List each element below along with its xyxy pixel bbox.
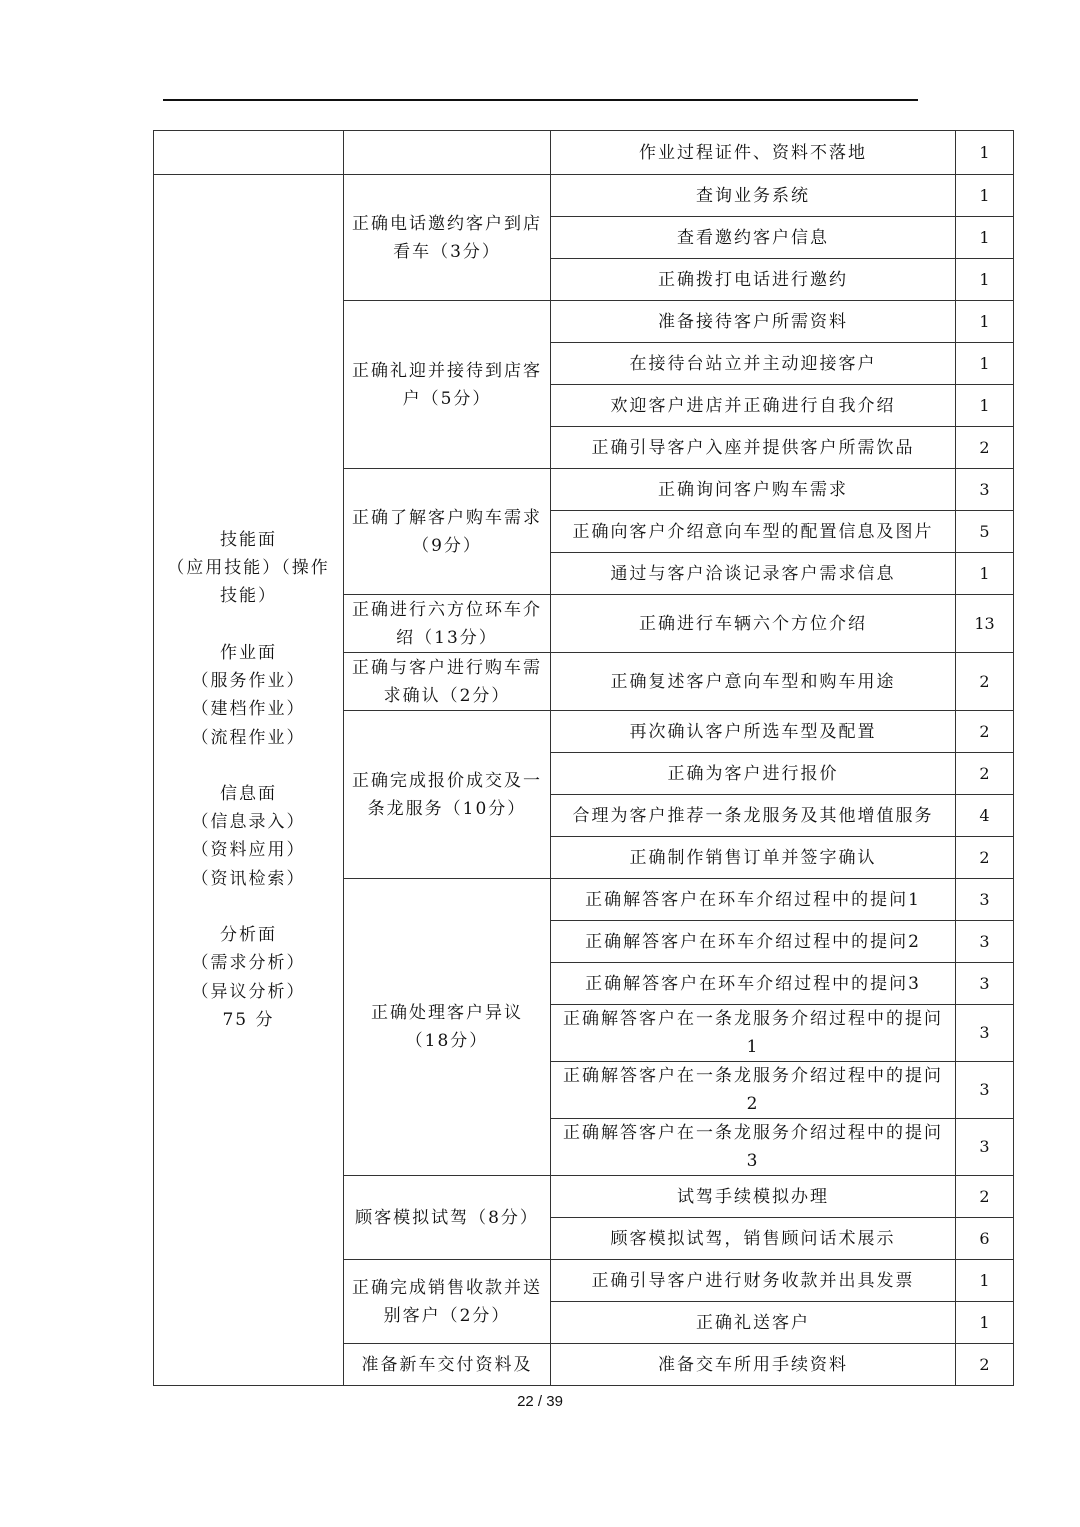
sub-item-cell: 正确处理客户异议（18分） [344, 879, 551, 1176]
category-line: 技能面 [220, 529, 277, 550]
score-cell: 3 [956, 963, 1014, 1005]
category-spacer [162, 893, 335, 921]
page-number: 22 / 39 [517, 1393, 563, 1410]
sub-item-cell [344, 131, 551, 175]
score-cell: 1 [956, 553, 1014, 595]
category-line: （资讯检索） [191, 868, 306, 889]
header-rule [163, 99, 918, 101]
category-line: （信息录入） [191, 812, 306, 833]
item-cell: 正确制作销售订单并签字确认 [551, 837, 956, 879]
item-cell: 查询业务系统 [551, 175, 956, 217]
category-spacer [162, 752, 335, 780]
item-cell: 顾客模拟试驾，销售顾问话术展示 [551, 1218, 956, 1260]
score-cell: 1 [956, 175, 1014, 217]
score-cell: 1 [956, 259, 1014, 301]
sub-item-cell: 正确完成销售收款并送别客户（2分） [344, 1260, 551, 1344]
score-cell: 1 [956, 343, 1014, 385]
item-cell: 准备接待客户所需资料 [551, 301, 956, 343]
score-cell: 1 [956, 1260, 1014, 1302]
score-cell: 1 [956, 1302, 1014, 1344]
item-cell: 欢迎客户进店并正确进行自我介绍 [551, 385, 956, 427]
item-cell: 通过与客户洽谈记录客户需求信息 [551, 553, 956, 595]
category-line: （资料应用） [191, 840, 306, 861]
item-cell: 在接待台站立并主动迎接客户 [551, 343, 956, 385]
item-cell: 合理为客户推荐一条龙服务及其他增值服务 [551, 795, 956, 837]
score-cell: 2 [956, 653, 1014, 711]
category-line: 信息面 [220, 783, 277, 804]
score-cell: 6 [956, 1218, 1014, 1260]
score-cell: 1 [956, 131, 1014, 175]
score-cell: 3 [956, 1062, 1014, 1119]
category-cell [154, 175, 344, 1386]
item-cell: 正确解答客户在环车介绍过程中的提问1 [551, 879, 956, 921]
score-cell: 1 [956, 385, 1014, 427]
score-cell: 2 [956, 427, 1014, 469]
category-line: （需求分析） [191, 953, 306, 974]
score-cell: 5 [956, 511, 1014, 553]
score-cell: 3 [956, 1119, 1014, 1176]
score-cell: 2 [956, 837, 1014, 879]
item-cell: 正确解答客户在一条龙服务介绍过程中的提问2 [551, 1062, 956, 1119]
score-cell: 3 [956, 879, 1014, 921]
score-cell: 3 [956, 1005, 1014, 1062]
item-cell: 再次确认客户所选车型及配置 [551, 711, 956, 753]
item-cell: 作业过程证件、资料不落地 [551, 131, 956, 175]
score-cell: 2 [956, 711, 1014, 753]
item-cell: 正确引导客户入座并提供客户所需饮品 [551, 427, 956, 469]
category-line: （建档作业） [191, 699, 306, 720]
table-row [154, 131, 1014, 175]
score-cell: 3 [956, 921, 1014, 963]
category-line: 技能） [220, 586, 277, 607]
score-cell: 2 [956, 1344, 1014, 1386]
item-cell: 正确进行车辆六个方位介绍 [551, 595, 956, 653]
score-cell: 2 [956, 753, 1014, 795]
item-cell: 正确复述客户意向车型和购车用途 [551, 653, 956, 711]
score-cell: 13 [956, 595, 1014, 653]
sub-item-cell: 正确礼迎并接待到店客户（5分） [344, 301, 551, 469]
sub-item-cell: 正确了解客户购车需求（9分） [344, 469, 551, 595]
sub-item-cell: 正确与客户进行购车需求确认（2分） [344, 653, 551, 711]
item-cell: 查看邀约客户信息 [551, 217, 956, 259]
category-line: （异议分析） [191, 981, 306, 1002]
item-cell: 正确拨打电话进行邀约 [551, 259, 956, 301]
sub-item-cell: 正确完成报价成交及一条龙服务（10分） [344, 711, 551, 879]
category-cell-blank [154, 131, 344, 175]
sub-item-cell: 顾客模拟试驾（8分） [344, 1176, 551, 1260]
item-cell: 正确为客户进行报价 [551, 753, 956, 795]
table-row [154, 175, 1014, 217]
item-cell: 正确引导客户进行财务收款并出具发票 [551, 1260, 956, 1302]
category-line: （流程作业） [191, 727, 306, 748]
category-line: （应用技能）（操作 [167, 558, 330, 579]
item-cell: 正确解答客户在一条龙服务介绍过程中的提问3 [551, 1119, 956, 1176]
category-line: 分析面 [220, 925, 277, 946]
item-cell: 正确向客户介绍意向车型的配置信息及图片 [551, 511, 956, 553]
sub-item-cell: 正确进行六方位环车介绍（13分） [344, 595, 551, 653]
score-cell: 1 [956, 217, 1014, 259]
score-cell: 4 [956, 795, 1014, 837]
score-cell: 2 [956, 1176, 1014, 1218]
item-cell: 正确解答客户在环车介绍过程中的提问2 [551, 921, 956, 963]
sub-item-cell: 准备新车交付资料及 [344, 1344, 551, 1386]
category-line: 75 分 [222, 1009, 275, 1030]
scoring-table [153, 130, 1014, 1386]
item-cell: 正确询问客户购车需求 [551, 469, 956, 511]
category-spacer [162, 611, 335, 639]
item-cell: 准备交车所用手续资料 [551, 1344, 956, 1386]
item-cell: 正确解答客户在环车介绍过程中的提问3 [551, 963, 956, 1005]
item-cell: 试驾手续模拟办理 [551, 1176, 956, 1218]
score-cell: 1 [956, 301, 1014, 343]
item-cell: 正确礼送客户 [551, 1302, 956, 1344]
item-cell: 正确解答客户在一条龙服务介绍过程中的提问1 [551, 1005, 956, 1062]
score-cell: 3 [956, 469, 1014, 511]
category-line: （服务作业） [191, 670, 306, 691]
category-line: 作业面 [220, 642, 277, 663]
sub-item-cell: 正确电话邀约客户到店看车（3分） [344, 175, 551, 301]
